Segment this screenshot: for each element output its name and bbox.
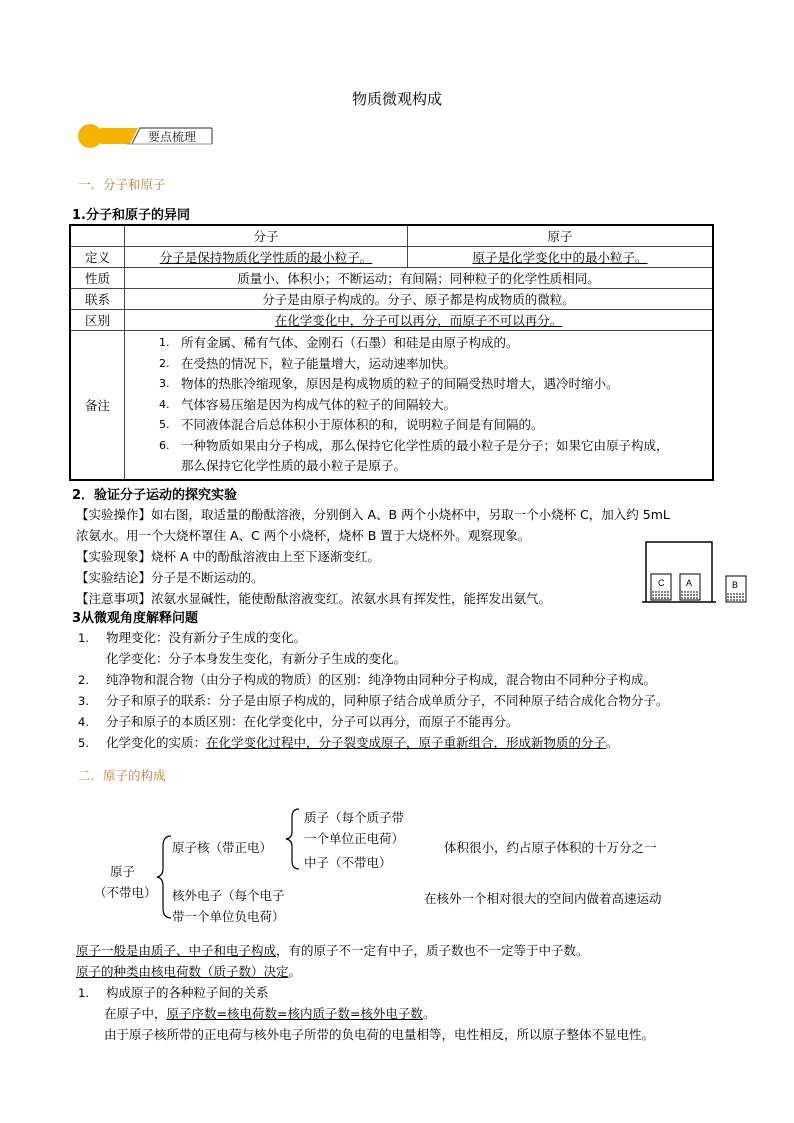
list-item: 4. 分子和原子的本质区别：在化学变化中，分子可以再分，而原子不能再分。: [78, 714, 519, 729]
list-item: 1. 构成原子的各种粒子间的关系: [78, 985, 269, 1000]
list-item: 2. 纯净物和混合物（由分子构成的物质）的区别：纯净物由同种分子构成，混合物由不同种分子构成。: [78, 672, 657, 687]
table-row: [70, 268, 713, 289]
header-atom: 原子: [408, 225, 714, 247]
table-row: [70, 310, 713, 331]
diagram-atom: 原子: [110, 864, 136, 879]
notes-list: [155, 333, 706, 477]
definition-molecule: 分子是保持物质化学性质的最小粒子。: [159, 250, 373, 265]
key-points-banner: [78, 124, 214, 148]
row-label-definition: 定义: [70, 247, 125, 268]
diagram-electron-line1: 核外电子（每个电子: [172, 888, 285, 903]
page-title: 物质微观构成: [351, 90, 442, 108]
table-row: [70, 331, 713, 480]
list-item: 6. 一种物质如果由分子构成，那么保持它化学性质的最小粒子是分子；如果它由原子构成，: [159, 437, 669, 453]
subheading-compare: 1.分子和原子的异同: [72, 208, 190, 223]
list-item: 2. 在受热的情况下，粒子能量增大，运动速率加快。: [159, 355, 457, 371]
header-molecule: 分子: [125, 225, 408, 247]
experiment-line: 【实验操作】如右图，取适量的酚酞溶液，分别倒入 A、B 两个小烧杯中，另取一个小烧杯 C，加入约 5mL: [76, 507, 670, 522]
section-heading-molecules: 一．分子和原子: [78, 177, 166, 192]
list-item: 5. 化学变化的实质：在化学变化过程中，分子裂变成原子，原子重新组合，形成新物质的分子。: [78, 735, 619, 750]
row-label-relation: 联系: [70, 289, 125, 310]
definition-atom: 原子是化学变化中的最小粒子。: [472, 250, 648, 265]
experiment-line: 【注意事项】浓氨水显碱性，能使酚酞溶液变红。浓氨水具有挥发性，能挥发出氨气。: [76, 591, 552, 606]
list-item: 那么保持它化学性质的最小粒子是原子。: [181, 458, 407, 473]
row-label-property: 性质: [70, 268, 125, 289]
diagram-electron-line2: 带一个单位负电荷）: [172, 909, 285, 924]
diagram-neutron: 中子（不带电）: [304, 855, 392, 870]
property-text: 质量小、体积小；不断运动；有间隔；同种粒子的化学性质相同。: [125, 268, 714, 289]
list-item: 3. 分子和原子的联系：分子是由原子构成的，同种原子结合成单质分子，不同种原子结合成化合物分子。: [78, 693, 669, 708]
diagram-nucleus-note: 体积很小，约占原子体积的十万分之一: [444, 840, 657, 855]
row-label-notes: 备注: [70, 331, 125, 480]
subheading-experiment: 2．验证分子运动的探究实验: [72, 488, 238, 503]
banner-label: 要点梳理: [148, 130, 197, 144]
diagram-nucleus: 原子核（带正电）: [172, 840, 273, 855]
difference-text: 在化学变化中，分子可以再分，而原子不可以再分。: [274, 313, 563, 328]
experiment-line: 【实验现象】烧杯 A 中的酚酞溶液由上至下逐渐变红。: [76, 549, 380, 564]
list-item: 化学变化：分子本身发生变化，有新分子生成的变化。: [106, 651, 407, 666]
subheading-micro: 3从微观角度解释问题: [72, 611, 199, 626]
relation-text: 分子是由原子构成的。分子、原子都是构成物质的微粒。: [125, 289, 714, 310]
beaker-c-label: C: [658, 578, 665, 588]
table-header-row: [70, 225, 713, 247]
particle-relation-line: 在原子中，原子序数=核电荷数=核内质子数=核外电子数。: [104, 1006, 436, 1021]
molecule-atom-table: [69, 224, 714, 481]
experiment-line: 【实验结论】分子是不断运动的。: [76, 570, 264, 585]
table-row: [70, 247, 713, 268]
list-item: 4. 气体容易压缩是因为构成气体的粒子的间隔较大。: [159, 396, 457, 412]
diagram-proton-line1: 质子（每个质子带: [304, 810, 405, 825]
chemical-change-essence: 在化学变化过程中，分子裂变成原子，原子重新组合，形成新物质的分子: [206, 735, 607, 750]
diagram-atom-note: （不带电）: [94, 885, 157, 900]
section-heading-atom-structure: 二．原子的构成: [78, 768, 166, 783]
beaker-b-label: B: [732, 580, 739, 590]
row-label-difference: 区别: [70, 310, 125, 331]
list-item: 5. 不同液体混合后总体积小于原体积的和，说明粒子间是有间隔的。: [159, 417, 544, 432]
neutrality-line: 由于原子核所带的正电荷与核外电子所带的负电荷的电量相等，电性相反，所以原子整体不显电性。: [104, 1027, 655, 1042]
diagram-proton-line2: 一个单位正电荷）: [304, 831, 405, 846]
brace-nucleus-icon: [283, 806, 303, 872]
diagram-electron-note: 在核外一个相对很大的空间内做着高速运动: [424, 891, 662, 906]
atom-composition-line: 原子一般是由质子、中子和电子构成，有的原子不一定有中子，质子数也不一定等于中子数。: [76, 943, 589, 958]
beaker-a-label: A: [686, 578, 693, 588]
beaker-apparatus-illustration: [636, 536, 756, 606]
list-item: 1. 物理变化：没有新分子生成的变化。: [78, 630, 307, 645]
list-item: 1. 所有金属、稀有气体、金刚石（石墨）和硅是由原子构成的。: [159, 335, 519, 350]
table-corner-cell: [70, 225, 125, 247]
experiment-line: 浓氨水。用一个大烧杯罩住 A、C 两个小烧杯，烧杯 B 置于大烧杯外。观察现象。: [76, 528, 531, 543]
list-item: 3. 物体的热胀冷缩现象，原因是构成物质的粒子的间隔受热时增大，遇冷时缩小。: [159, 376, 619, 391]
atom-type-line: 原子的种类由核电荷数（质子数）决定。: [76, 964, 302, 979]
table-row: [70, 289, 713, 310]
